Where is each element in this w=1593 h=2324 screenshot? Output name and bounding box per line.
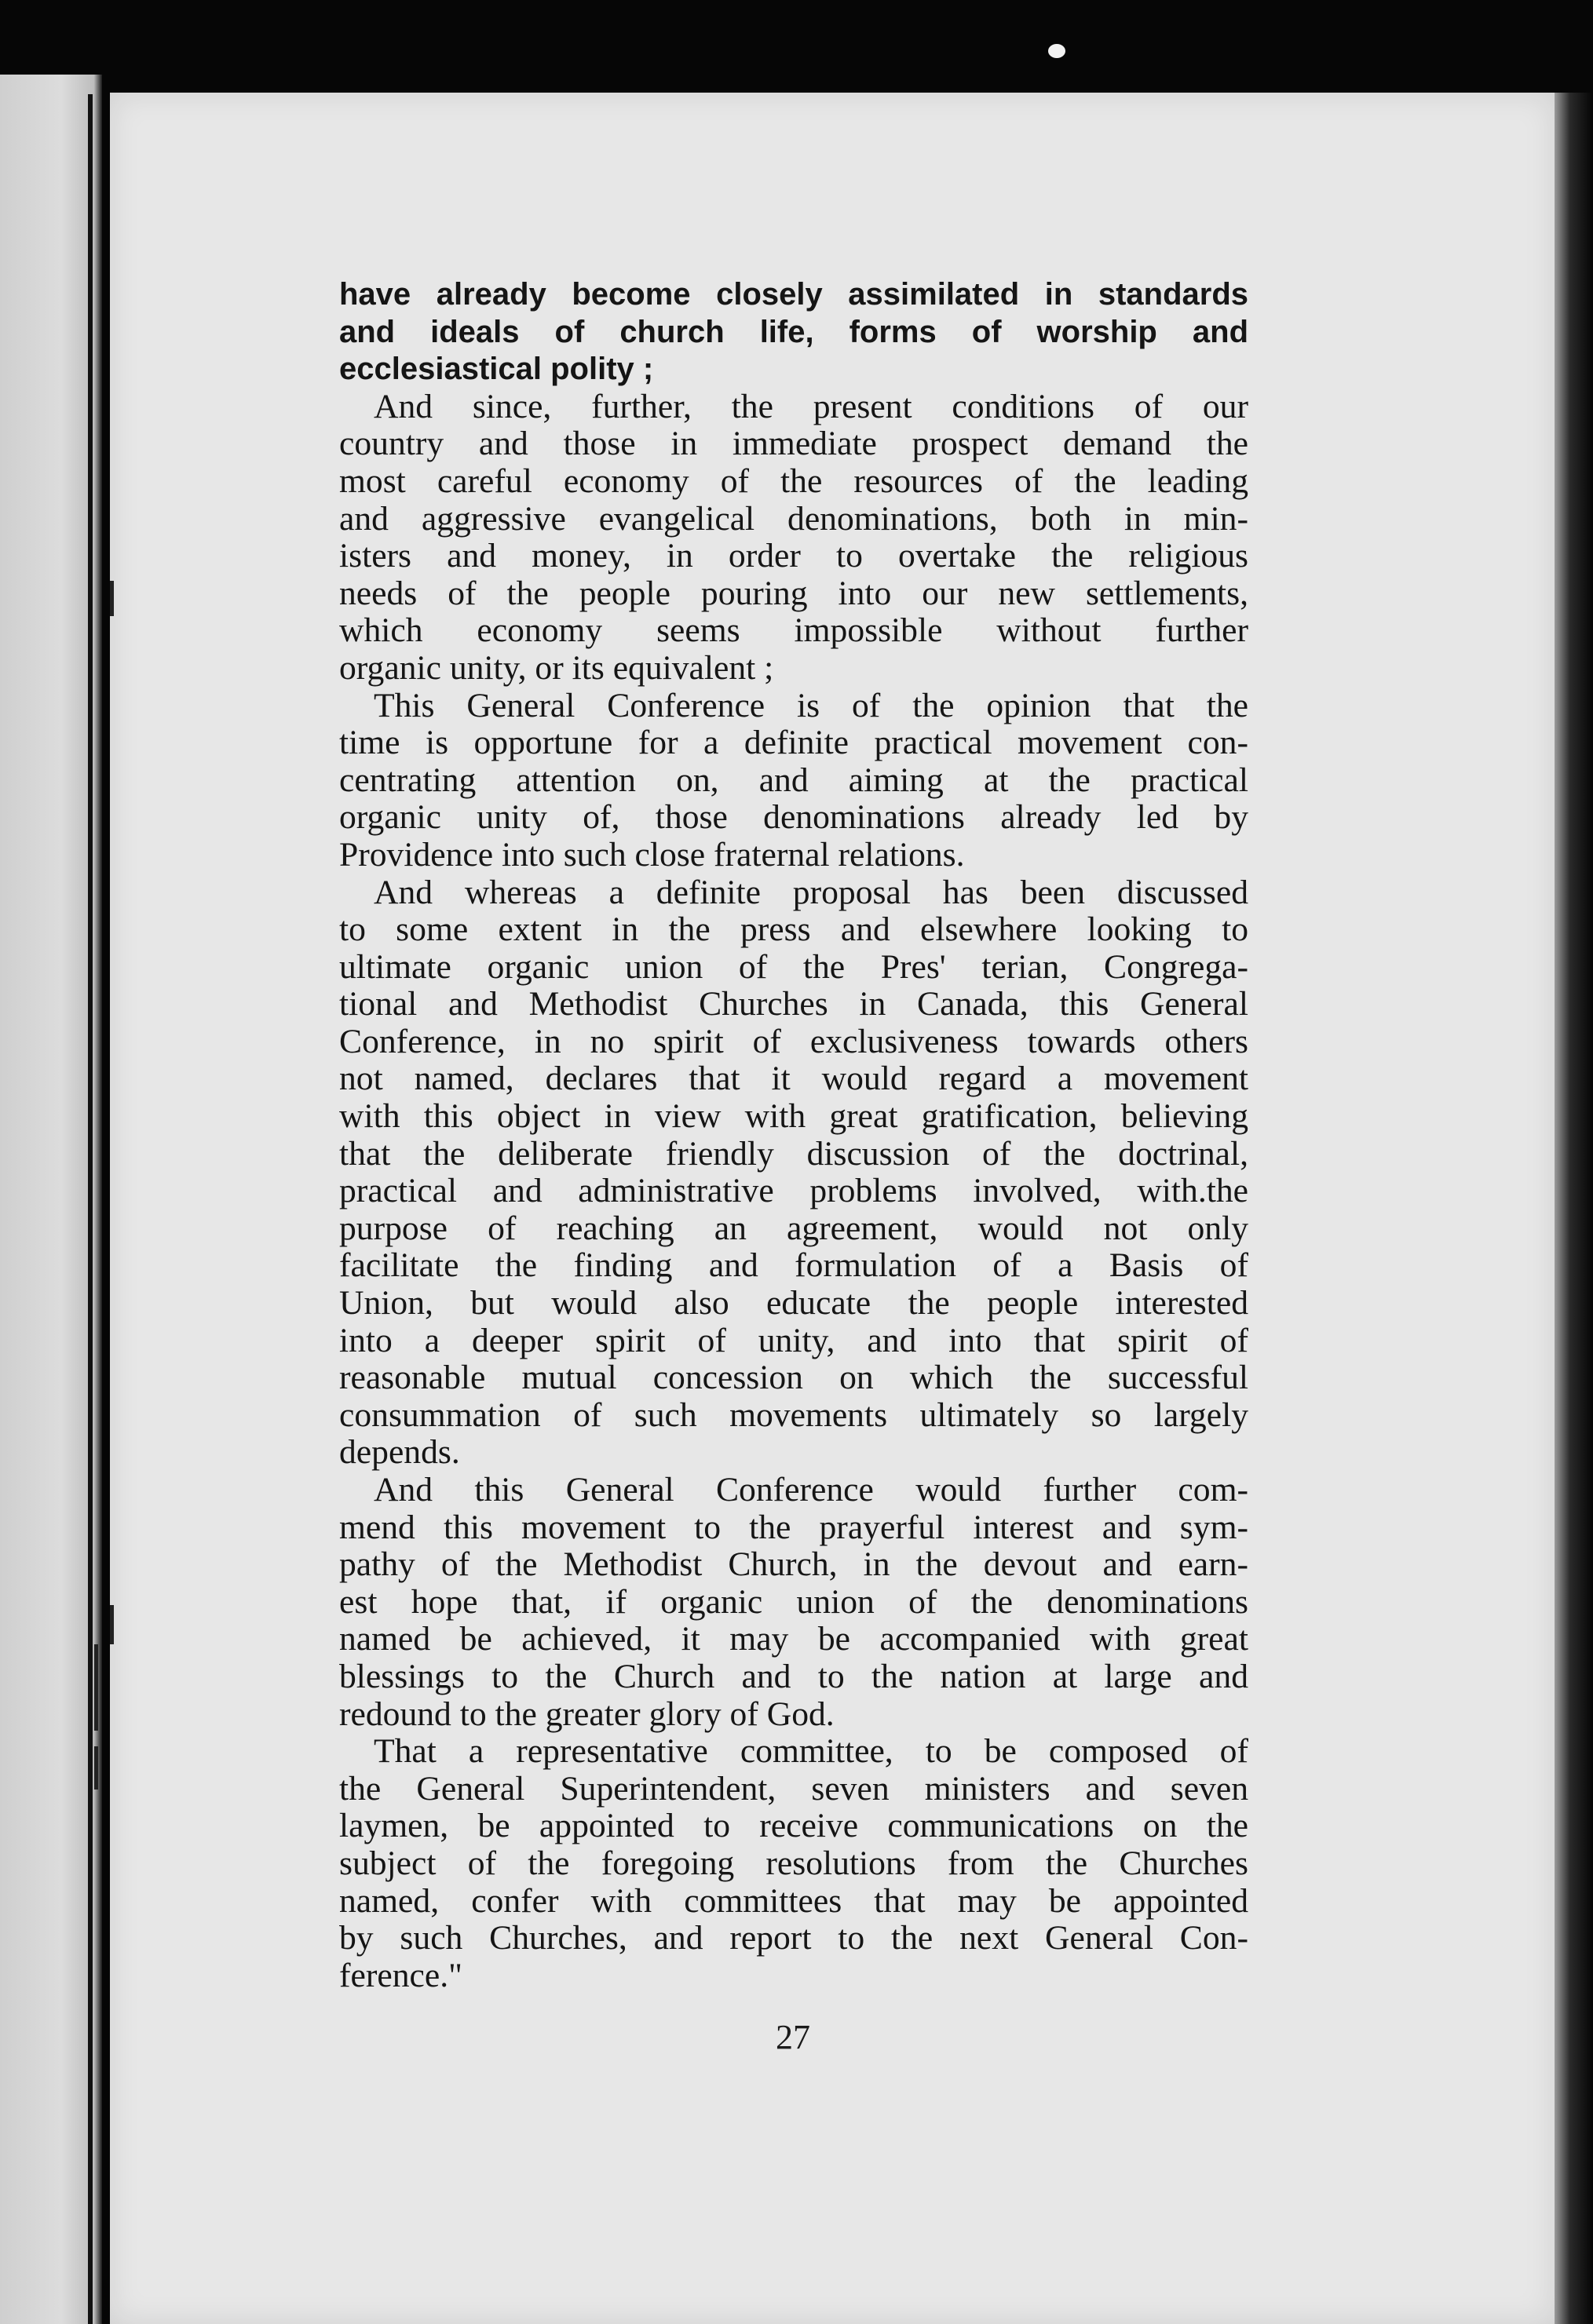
text-line: named, confer with committees that may be appointed xyxy=(339,1882,1248,1920)
text-line: consummation of such movements ultimately so largely xyxy=(339,1396,1248,1434)
text-line: And this General Conference would further com- xyxy=(374,1472,1248,1509)
text-line: isters and money, in order to overtake the religious xyxy=(339,538,1248,575)
text-line: named be achieved, it may be accompanied with great xyxy=(339,1621,1248,1658)
text-line: into a deeper spirit of unity, and into that spirit of xyxy=(339,1322,1248,1359)
text-line: to some extent in the press and elsewhere looking to xyxy=(339,911,1248,949)
text-line: And since, further, the present conditions of our xyxy=(374,388,1248,425)
text-line: organic unity, or its equivalent ; xyxy=(339,649,774,687)
text-line: most careful economy of the resources of the leading xyxy=(339,462,1248,500)
text-line: facilitate the finding and formulation of a Basis of xyxy=(339,1247,1248,1285)
text-line: laymen, be appointed to receive communications on the xyxy=(339,1808,1248,1845)
book-spine xyxy=(88,94,93,2324)
text-line: with this object in view with great gratification, believing xyxy=(339,1098,1248,1136)
text-line: have already become closely assimilated in standards xyxy=(339,277,1248,312)
text-line: Providence into such close fraternal relations. xyxy=(339,836,965,874)
text-line: That a representative committee, to be composed of xyxy=(374,1733,1248,1771)
text-line: depends. xyxy=(339,1434,460,1472)
text-line: Union, but would also educate the people interested xyxy=(339,1285,1248,1323)
text-line: centrating attention on, and aiming at the practical xyxy=(339,761,1248,799)
text-line: mend this movement to the prayerful interest and sym- xyxy=(339,1509,1248,1546)
text-line: practical and administrative problems involved, with.the xyxy=(339,1173,1248,1210)
page-number: 27 xyxy=(776,2018,810,2056)
text-line: time is opportune for a definite practical movement con- xyxy=(339,724,1248,762)
margin-mark xyxy=(110,581,114,616)
text-line: which economy seems impossible without further xyxy=(339,612,1248,650)
text-line: Conference, in no spirit of exclusiveness towards others xyxy=(339,1023,1248,1060)
text-line: blessings to the Church and to the nation at large and xyxy=(339,1658,1248,1695)
text-line: and aggressive evangelical denominations, both in min- xyxy=(339,500,1248,538)
text-line: purpose of reaching an agreement, would not only xyxy=(339,1209,1248,1247)
text-line: This General Conference is of the opinion that the xyxy=(374,687,1248,724)
text-line: reasonable mutual concession on which the successful xyxy=(339,1359,1248,1397)
text-line: ecclesiastical polity ; xyxy=(339,352,654,387)
text-line: subject of the foregoing resolutions from the Churches xyxy=(339,1844,1248,1882)
text-line: that the deliberate friendly discussion of the doctrinal, xyxy=(339,1135,1248,1173)
text-line: by such Churches, and report to the next General Con- xyxy=(339,1920,1248,1957)
text-line: ference." xyxy=(339,1957,462,1994)
left-page-edge xyxy=(0,75,102,2324)
text-line: pathy of the Methodist Church, in the devout and earn- xyxy=(339,1546,1248,1584)
text-line: ultimate organic union of the Pres' terian, Congrega- xyxy=(339,948,1248,986)
right-page-edge xyxy=(1555,93,1593,2324)
text-line: not named, declares that it would regard a movement xyxy=(339,1060,1248,1098)
text-line: organic unity of, those denominations already led by xyxy=(339,799,1248,837)
margin-mark xyxy=(94,1644,98,1731)
margin-mark xyxy=(110,1605,114,1644)
text-line: the General Superintendent, seven ministers and seven xyxy=(339,1770,1248,1808)
text-line: redound to the greater glory of God. xyxy=(339,1695,835,1733)
text-line: tional and Methodist Churches in Canada, this General xyxy=(339,986,1248,1023)
text-line: And whereas a definite proposal has been discussed xyxy=(374,874,1248,911)
margin-mark xyxy=(94,1746,98,1790)
text-line: country and those in immediate prospect demand the xyxy=(339,425,1248,463)
text-line: est hope that, if organic union of the denominations xyxy=(339,1583,1248,1621)
text-line: and ideals of church life, forms of worship and xyxy=(339,314,1248,349)
text-line: needs of the people pouring into our new settlements, xyxy=(339,575,1248,612)
scan-artifact-dot xyxy=(1048,44,1065,58)
body-text xyxy=(339,276,1248,2003)
